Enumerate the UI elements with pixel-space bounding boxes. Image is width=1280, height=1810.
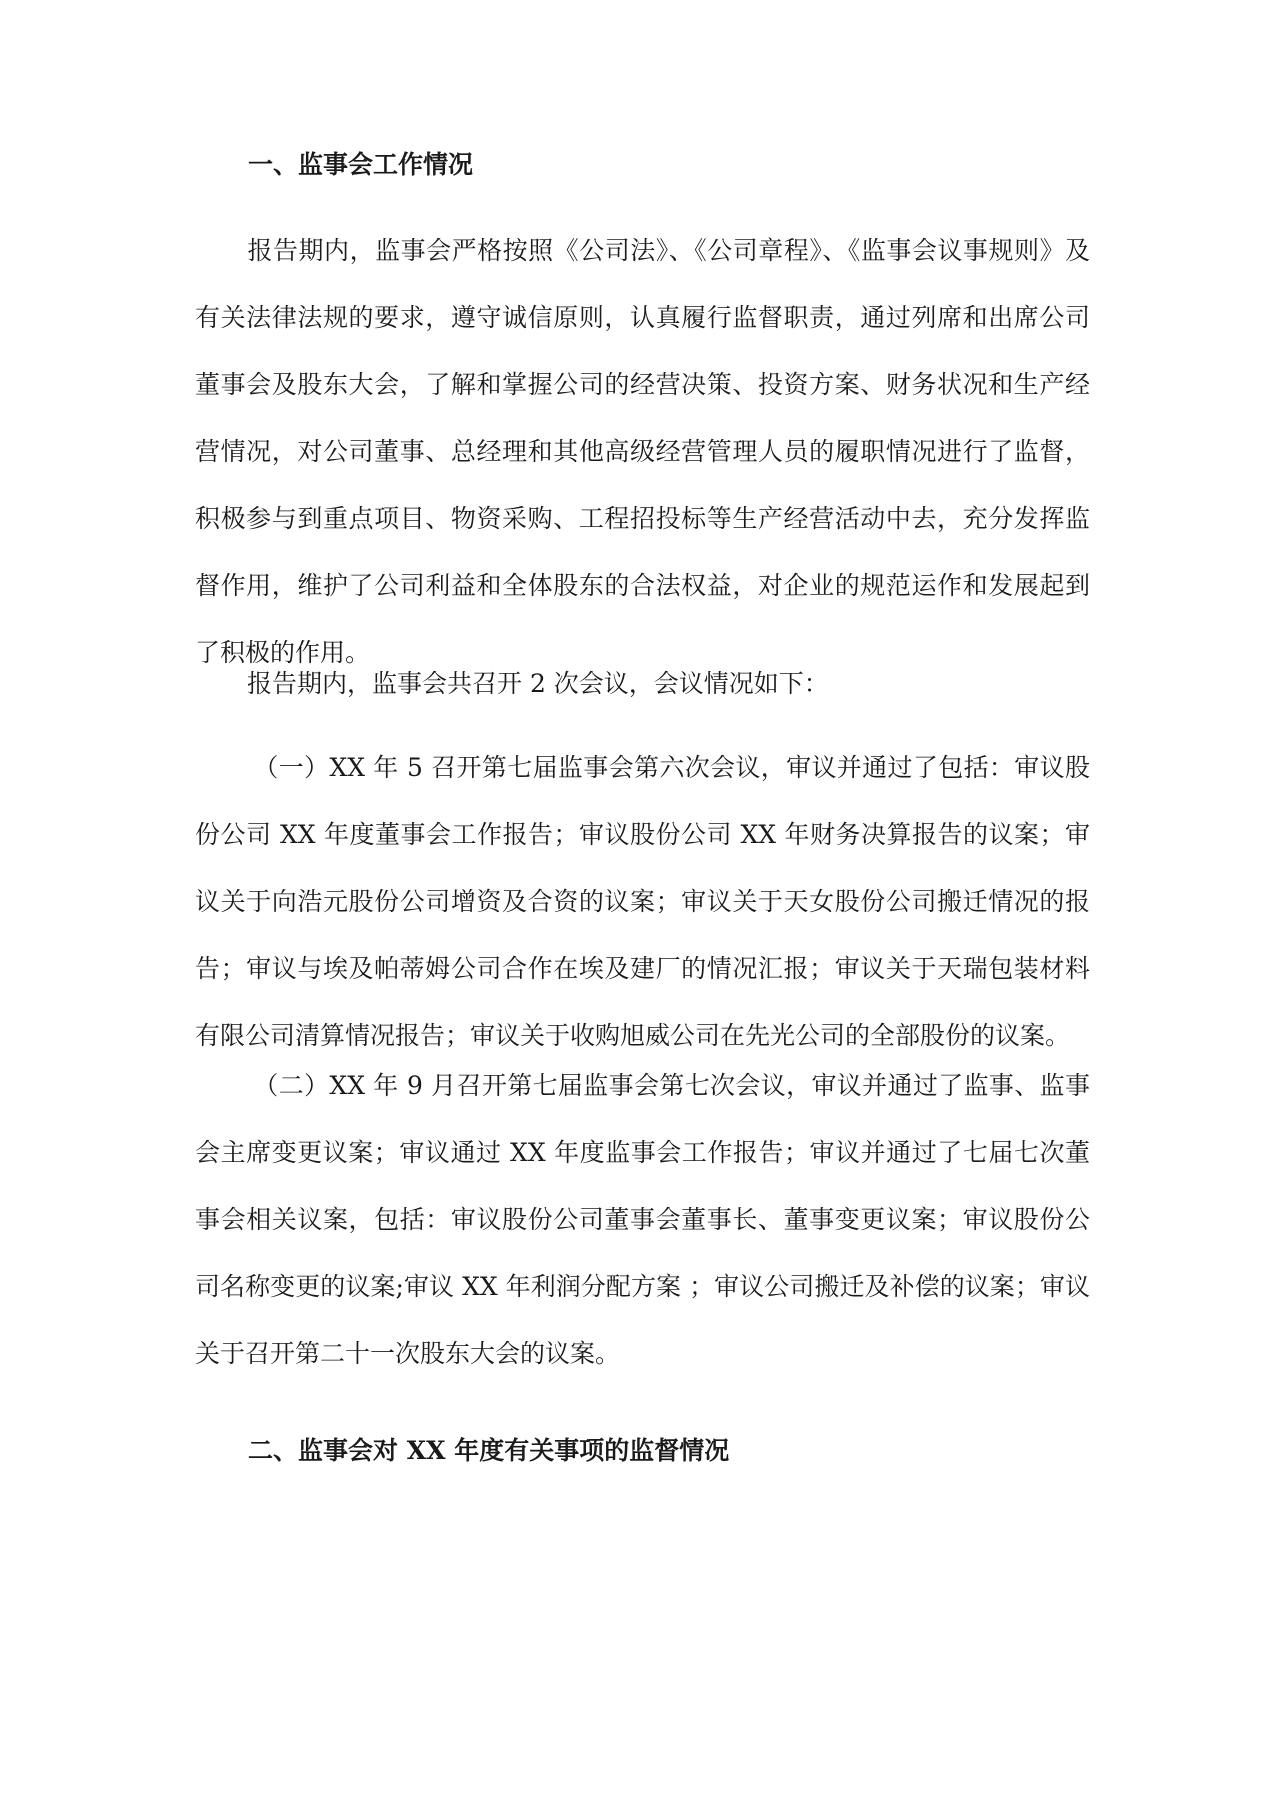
paragraph-meeting-two: [195, 1052, 1090, 1387]
section-heading-1: 一、监事会工作情况: [248, 150, 474, 179]
paragraph-meeting-one: [195, 734, 1090, 1069]
paragraph-text: 报告期内，监事会严格按照《公司法》、《公司章程》、《监事会议事规则》及有关法律法规的要求，遵守诚信原则，认真履行监督职责，通过列席和出席公司董事会及股东大会，了解和掌握公司的经营决策、投资方案、财务状况和生产经营情况，对公司董事、总经理和其他高级经营管理人员的履职情况进行了监督，积极参与到重点项目、物资采购、工程招投标等生产经营活动中去，充分发挥监督作用，维护了公司利益和全体股东的合法权益，对企业的规范运作和发展起到了积极的作用。: [195, 236, 1090, 667]
paragraph-work-overview: [195, 217, 1090, 686]
paragraph-meeting-count: [195, 650, 1090, 717]
paragraph-text: （一）XX 年 5 召开第七届监事会第六次会议，审议并通过了包括：审议股份公司 XX 年度董事会工作报告；审议股份公司 XX 年财务决算报告的议案；审议关于向浩元股份公司增资及合资的议案；审议关于天女股份公司搬迁情况的报告；审议与埃及帕蒂姆公司合作在埃及建厂的情况汇报；审议关于天瑞包装材料有限公司清算情况报告；审议关于收购旭威公司在先光公司的全部股份的议案。: [195, 753, 1090, 1050]
paragraph-text: （二）XX 年 9 月召开第七届监事会第七次会议，审议并通过了监事、监事会主席变更议案；审议通过 XX 年度监事会工作报告；审议并通过了七届七次董事会相关议案，包括：审议股份公司董事会董事长、董事变更议案；审议股份公司名称变更的议案;审议 XX 年利润分配方案 ；审议公司搬迁及补偿的议案；审议关于召开第二十一次股东大会的议案。: [195, 1071, 1090, 1368]
section-heading-2: 二、监事会对 XX 年度有关事项的监督情况: [248, 1436, 730, 1465]
paragraph-text: 报告期内，监事会共召开 2 次会议，会议情况如下：: [247, 669, 829, 698]
